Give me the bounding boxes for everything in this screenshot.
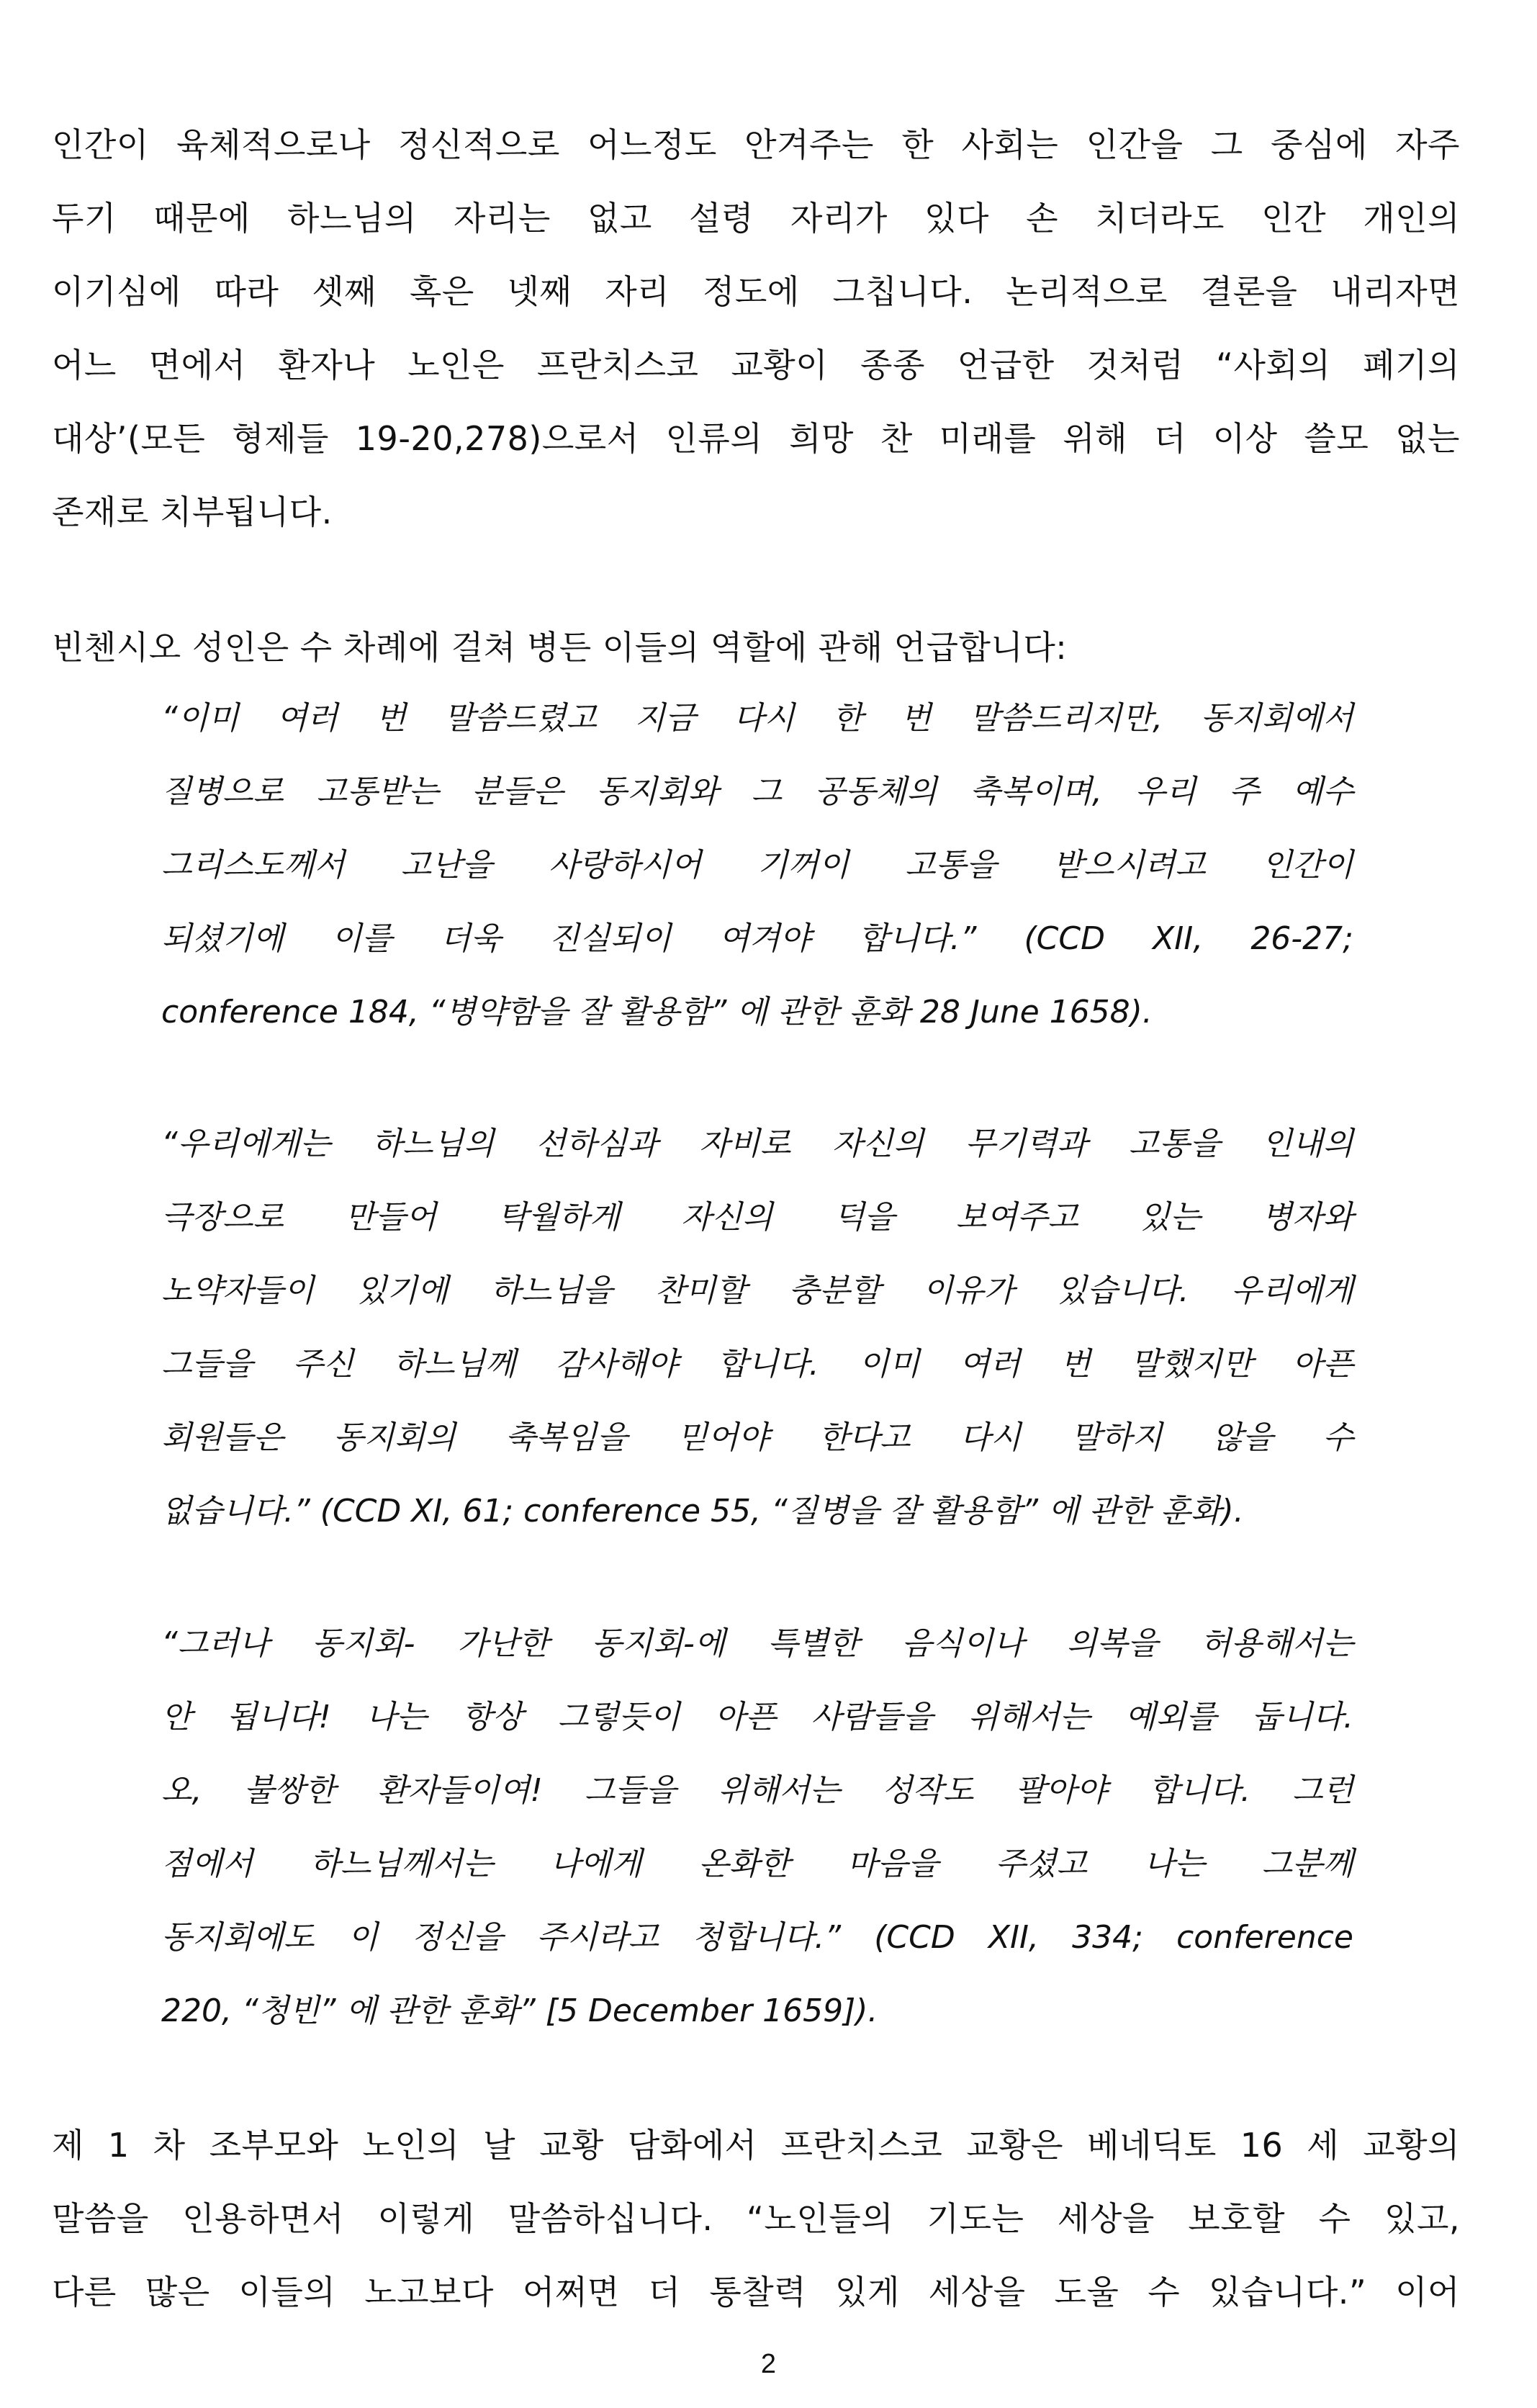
quote-line: 회원들은 동지회의 축복임을 믿어야 한다고 다시 말하지 않을 수 — [161, 1419, 1353, 1456]
quote-block-1 — [161, 682, 1353, 1049]
quote-line: 동지회에도 이 정신을 주시라고 청합니다.” (CCD XII, 334; conference — [161, 1919, 1353, 1956]
quote-block-2 — [161, 1108, 1353, 1548]
text-line: 인간이 육체적으로나 정신적으로 어느정도 안겨주는 한 사회는 인간을 그 중심에 자주 — [52, 125, 1460, 164]
quote-line: 노약자들이 있기에 하느님을 찬미할 충분할 이유가 있습니다. 우리에게 — [161, 1272, 1353, 1309]
quote-line: 그들을 주신 하느님께 감사해야 합니다. 이미 여러 번 말했지만 아픈 — [161, 1346, 1353, 1383]
quote-citation: conference 184, “병약함을 잘 활용함” 에 관한 훈화 28 June 1658). — [161, 994, 1153, 1030]
text-line: 제 1 차 조부모와 노인의 날 교황 담화에서 프란치스코 교황은 베네딕토 16 세 교황의 — [52, 2126, 1460, 2165]
text-line: 말씀을 인용하면서 이렇게 말씀하십니다. “노인들의 기도는 세상을 보호할 수 있고, — [52, 2199, 1460, 2238]
page-number: 2 — [760, 2349, 777, 2379]
quote-line: 되셨기에 이를 더욱 진실되이 여겨야 합니다.” (CCD XII, 26-27; — [161, 920, 1353, 957]
quote-citation: 없습니다.” (CCD XI, 61; conference 55, “질병을 잘 활용함” 에 관한 훈화). — [161, 1493, 1244, 1529]
text-line: 다른 많은 이들의 노고보다 어쩌면 더 통찰력 있게 세상을 도울 수 있습니다.” 이어 — [52, 2273, 1460, 2312]
quote-citation: 220, “청빈” 에 관한 훈화” [5 December 1659]). — [161, 1993, 878, 2029]
text-line: 빈첸시오 성인은 수 차례에 걸쳐 병든 이들의 역할에 관해 언급합니다: — [52, 628, 1068, 667]
text-line: 두기 때문에 하느님의 자리는 없고 설령 자리가 있다 손 치더라도 인간 개인의 — [52, 199, 1460, 238]
text-line: 어느 면에서 환자나 노인은 프란치스코 교황이 종종 언급한 것처럼 “사회의 폐기의 — [52, 346, 1460, 385]
paragraph-grandparents-day — [52, 2108, 1460, 2329]
quote-line: 점에서 하느님께서는 나에게 온화한 마음을 주셨고 나는 그분께 — [161, 1846, 1353, 1882]
text-line: 존재로 치부됩니다. — [52, 493, 333, 531]
quote-line: “그러나 동지회- 가난한 동지회-에 특별한 음식이나 의복을 허용해서는 — [161, 1625, 1353, 1662]
quote-line: 안 됩니다! 나는 항상 그렇듯이 아픈 사람들을 위해서는 예외를 둡니다. — [161, 1699, 1353, 1735]
quote-line: “우리에게는 하느님의 선하심과 자비로 자신의 무기력과 고통을 인내의 — [161, 1126, 1353, 1162]
quote-line: 극장으로 만들어 탁월하게 자신의 덕을 보여주고 있는 병자와 — [161, 1199, 1353, 1236]
quote-block-3 — [161, 1607, 1353, 2048]
quote-line: “이미 여러 번 말씀드렸고 지금 다시 한 번 말씀드리지만, 동지회에서 — [161, 700, 1353, 737]
paragraph-society — [52, 108, 1460, 549]
text-line: 대상’(모든 형제들 19-20,278)으로서 인류의 희망 찬 미래를 위해 더 이상 쓸모 없는 — [52, 419, 1460, 458]
quote-line: 그리스도께서 고난을 사랑하시어 기꺼이 고통을 받으시려고 인간이 — [161, 847, 1353, 884]
paragraph-vincent-intro — [52, 611, 1460, 684]
quote-line: 오, 불쌍한 환자들이여! 그들을 위해서는 성작도 팔아야 합니다. 그런 — [161, 1772, 1353, 1809]
quote-line: 질병으로 고통받는 분들은 동지회와 그 공동체의 축복이며, 우리 주 예수 — [161, 773, 1353, 810]
text-line: 이기심에 따라 셋째 혹은 넷째 자리 정도에 그칩니다. 논리적으로 결론을 내리자면 — [52, 272, 1460, 311]
